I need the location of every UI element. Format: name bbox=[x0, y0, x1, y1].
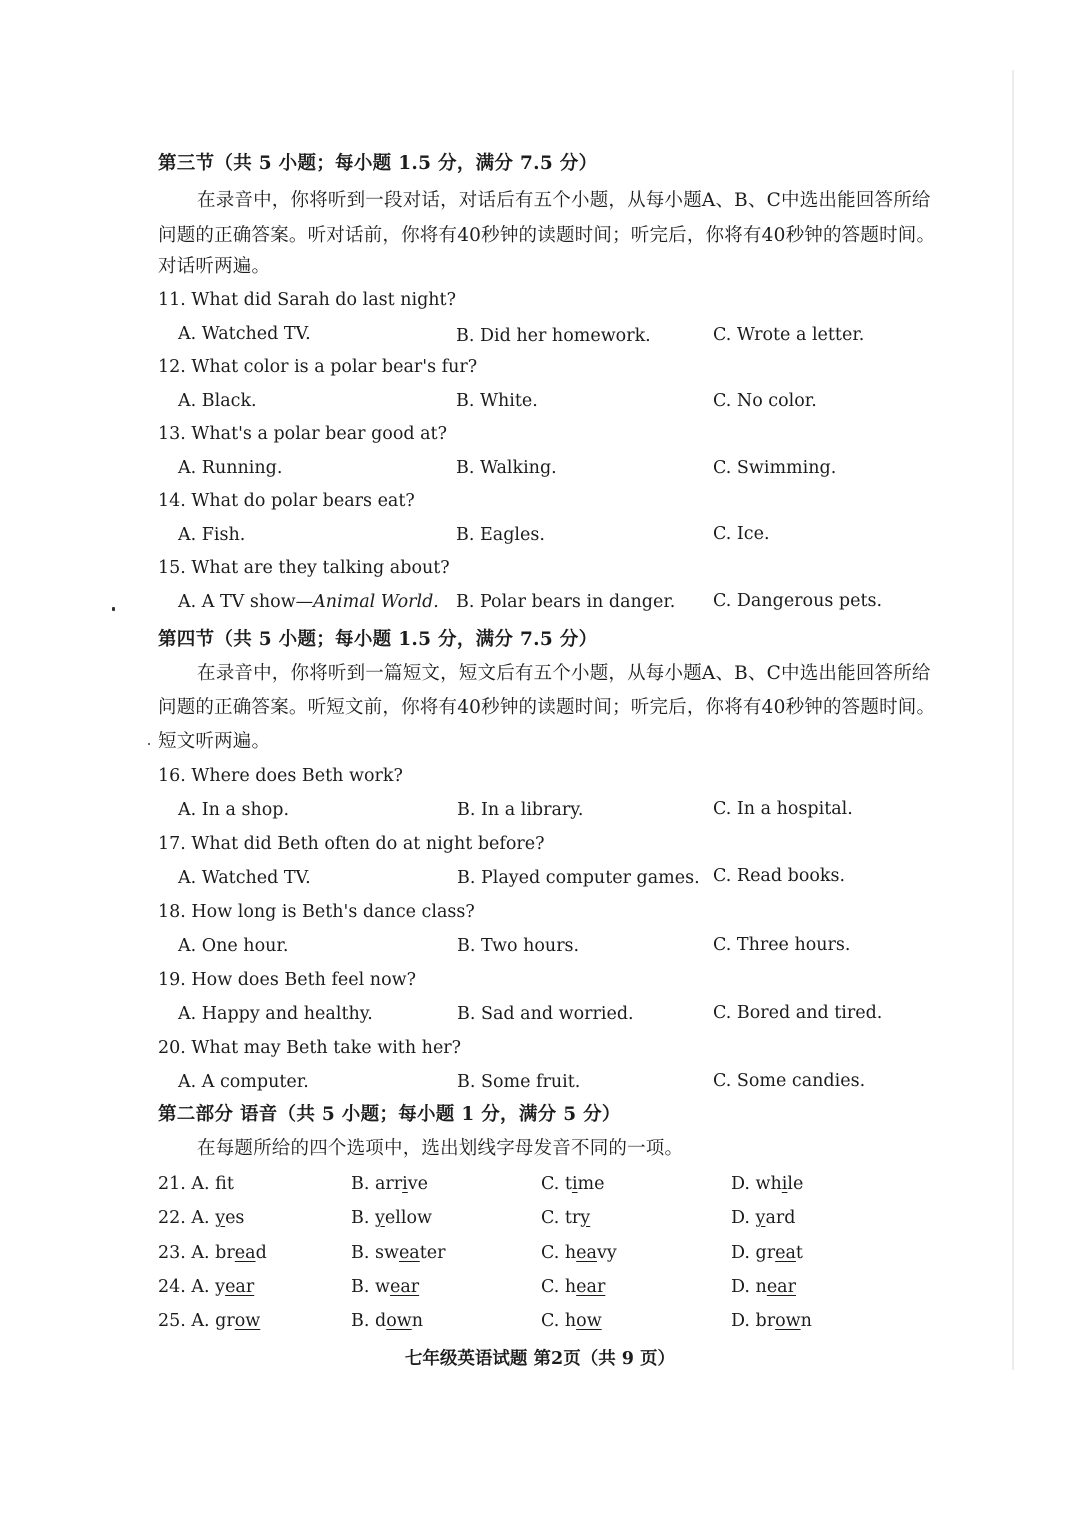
question-11: 11. What did Sarah do last night? bbox=[158, 290, 456, 310]
word-prefix: C. h bbox=[541, 1277, 577, 1297]
pronunciation-item-24-option-b bbox=[351, 1275, 419, 1299]
underlined-letters: i bbox=[781, 1174, 788, 1194]
underlined-letters: y bbox=[580, 1208, 591, 1228]
word-prefix: B. arr bbox=[351, 1174, 403, 1194]
q20-option-b: B. Some fruit. bbox=[457, 1072, 581, 1092]
pronunciation-item-25-option-c bbox=[541, 1309, 602, 1333]
pronunciation-item-23-option-a bbox=[158, 1241, 267, 1265]
word-prefix: A. gr bbox=[191, 1311, 235, 1331]
q17-option-a: A. Watched TV. bbox=[178, 868, 311, 888]
word-prefix: B. d bbox=[351, 1311, 387, 1331]
word-suffix: vy bbox=[596, 1243, 617, 1263]
word-suffix: d bbox=[255, 1243, 267, 1263]
pronunciation-item-23-option-c bbox=[541, 1241, 617, 1265]
q19-option-c: C. Bored and tired. bbox=[713, 1003, 883, 1023]
q20-option-a: A. A computer. bbox=[178, 1072, 309, 1092]
q17-option-b: B. Played computer games. bbox=[457, 868, 700, 888]
pronunciation-item-21-option-d bbox=[731, 1172, 803, 1196]
q13-option-c: C. Swimming. bbox=[713, 458, 837, 478]
word-suffix: n bbox=[800, 1311, 812, 1331]
word-suffix: ard bbox=[765, 1208, 796, 1228]
pronunciation-item-24-option-c bbox=[541, 1275, 605, 1299]
q19-option-a: A. Happy and healthy. bbox=[178, 1004, 373, 1024]
page-footer: 七年级英语试题 第2页（共 9 页） bbox=[404, 1349, 676, 1369]
underlined-letters: i bbox=[402, 1174, 408, 1194]
word-prefix: A. br bbox=[191, 1243, 235, 1263]
pronunciation-item-22-option-b bbox=[351, 1206, 432, 1230]
q19-option-b: B. Sad and worried. bbox=[457, 1004, 634, 1024]
word-prefix: C. h bbox=[541, 1311, 577, 1331]
underlined-letters: y bbox=[755, 1208, 766, 1228]
q14-option-b: B. Eagles. bbox=[456, 525, 545, 545]
word-prefix: A. f bbox=[191, 1174, 227, 1194]
question-13: 13. What's a polar bear good at? bbox=[158, 424, 447, 444]
pronunciation-item-25-option-a bbox=[158, 1309, 260, 1333]
underlined-letters: ear bbox=[766, 1277, 796, 1297]
word-prefix: A. y bbox=[191, 1277, 226, 1297]
word-suffix: ellow bbox=[384, 1208, 432, 1228]
word-prefix: C. h bbox=[541, 1243, 577, 1263]
q15-option-c: C. Dangerous pets. bbox=[713, 591, 883, 611]
pronunciation-item-number: 23. bbox=[158, 1243, 186, 1263]
section4-instruction-line: 在录音中，你将听到一篇短文，短文后有五个小题，从每小题A、B、C中选出能回答所给 bbox=[197, 663, 931, 684]
q15-option-a-prefix: A. A TV show— bbox=[178, 592, 314, 612]
word-prefix: D. n bbox=[731, 1277, 767, 1297]
pronunciation-item-number: 22. bbox=[158, 1208, 186, 1228]
question-14: 14. What do polar bears eat? bbox=[158, 491, 415, 511]
q11-option-a: A. Watched TV. bbox=[178, 324, 311, 344]
word-prefix: D. gr bbox=[731, 1243, 776, 1263]
q13-option-b: B. Walking. bbox=[456, 458, 557, 478]
word-suffix: me bbox=[577, 1174, 605, 1194]
q16-option-b: B. In a library. bbox=[457, 800, 584, 820]
pronunciation-item-number: 25. bbox=[158, 1311, 186, 1331]
pronunciation-item-25-option-d bbox=[731, 1309, 812, 1333]
q13-option-a: A. Running. bbox=[178, 458, 283, 478]
q15-option-a-title: Animal World. bbox=[313, 592, 439, 612]
q12-option-a: A. Black. bbox=[178, 391, 257, 411]
word-prefix: C. t bbox=[541, 1174, 572, 1194]
question-12: 12. What color is a polar bear's fur? bbox=[158, 357, 478, 377]
section3-instruction-line: 在录音中，你将听到一段对话，对话后有五个小题，从每小题A、B、C中选出能回答所给 bbox=[197, 190, 931, 211]
q18-option-b: B. Two hours. bbox=[457, 936, 580, 956]
pronunciation-item-25-option-b bbox=[351, 1309, 423, 1333]
question-15: 15. What are they talking about? bbox=[158, 558, 450, 578]
underlined-letters: y bbox=[215, 1208, 226, 1228]
word-suffix: es bbox=[225, 1208, 245, 1228]
pronunciation-item-22-option-a bbox=[158, 1206, 244, 1230]
word-suffix: t bbox=[795, 1243, 803, 1263]
section3-instruction-line: 对话听两遍。 bbox=[158, 256, 271, 277]
underlined-letters: ow bbox=[576, 1311, 602, 1331]
q16-option-a: A. In a shop. bbox=[178, 800, 290, 820]
scan-speck bbox=[112, 607, 115, 611]
q18-option-c: C. Three hours. bbox=[713, 935, 851, 955]
underlined-letters: ea bbox=[234, 1243, 256, 1263]
question-20: 20. What may Beth take with her? bbox=[158, 1038, 462, 1058]
question-17: 17. What did Beth often do at night before? bbox=[158, 834, 545, 854]
q12-option-c: C. No color. bbox=[713, 391, 817, 411]
q17-option-c: C. Read books. bbox=[713, 866, 846, 886]
part2-instruction: 在每题所给的四个选项中，选出划线字母发音不同的一项。 bbox=[197, 1138, 684, 1159]
q11-option-b: B. Did her homework. bbox=[456, 326, 651, 346]
q12-option-b: B. White. bbox=[456, 391, 538, 411]
underlined-letters: ow bbox=[775, 1311, 801, 1331]
pronunciation-item-number: 24. bbox=[158, 1277, 186, 1297]
word-suffix: n bbox=[411, 1311, 423, 1331]
word-prefix: C. tr bbox=[541, 1208, 581, 1228]
question-16: 16. Where does Beth work? bbox=[158, 766, 403, 786]
pronunciation-item-21-option-c bbox=[541, 1172, 605, 1196]
word-prefix: D. wh bbox=[731, 1174, 782, 1194]
underlined-letters: ow bbox=[386, 1311, 412, 1331]
section3-instruction-line: 问题的正确答案。听对话前，你将有40秒钟的读题时间；听完后，你将有40秒钟的答题时间。 bbox=[158, 225, 936, 246]
underlined-letters: ow bbox=[234, 1311, 261, 1331]
underlined-letters: ea bbox=[576, 1243, 597, 1263]
q16-option-c: C. In a hospital. bbox=[713, 799, 853, 819]
underlined-letters: ear bbox=[389, 1277, 420, 1297]
pronunciation-item-22-option-c bbox=[541, 1206, 590, 1230]
pronunciation-item-21-option-b bbox=[351, 1172, 428, 1196]
underlined-letters: ea bbox=[775, 1243, 796, 1263]
word-prefix: D. bbox=[731, 1208, 756, 1228]
word-suffix: le bbox=[787, 1174, 804, 1194]
part2-heading: 第二部分 语音（共 5 小题；每小题 1 分，满分 5 分） bbox=[158, 1104, 621, 1125]
question-19: 19. How does Beth feel now? bbox=[158, 970, 416, 990]
q15-option-a bbox=[178, 590, 439, 614]
pronunciation-item-24-option-d bbox=[731, 1275, 796, 1299]
underlined-letters: ear bbox=[576, 1277, 606, 1297]
pronunciation-item-22-option-d bbox=[731, 1206, 795, 1230]
pronunciation-item-number: 21. bbox=[158, 1174, 186, 1194]
section3-heading: 第三节（共 5 小题；每小题 1.5 分，满分 7.5 分） bbox=[158, 153, 598, 174]
question-18: 18. How long is Beth's dance class? bbox=[158, 902, 475, 922]
section4-heading: 第四节（共 5 小题；每小题 1.5 分，满分 7.5 分） bbox=[158, 629, 598, 650]
section4-instruction-line: 问题的正确答案。听短文前，你将有40秒钟的读题时间；听完后，你将有40秒钟的答题时间。 bbox=[158, 697, 936, 718]
word-prefix: B. bbox=[351, 1208, 375, 1228]
pronunciation-item-24-option-a bbox=[158, 1275, 254, 1299]
word-suffix: t bbox=[226, 1174, 234, 1194]
scan-speck bbox=[148, 743, 150, 745]
word-suffix: ve bbox=[407, 1174, 429, 1194]
word-prefix: A. bbox=[191, 1208, 216, 1228]
q14-option-c: C. Ice. bbox=[713, 524, 770, 544]
underlined-letters: i bbox=[571, 1174, 578, 1194]
pronunciation-item-23-option-d bbox=[731, 1241, 803, 1265]
q15-option-b: B. Polar bears in danger. bbox=[456, 592, 676, 612]
word-prefix: D. br bbox=[731, 1311, 776, 1331]
page-edge-shadow bbox=[1012, 70, 1014, 1370]
word-prefix: B. w bbox=[351, 1277, 390, 1297]
word-suffix: ter bbox=[419, 1243, 446, 1263]
pronunciation-item-21-option-a bbox=[158, 1172, 234, 1196]
underlined-letters: ear bbox=[225, 1277, 255, 1297]
q14-option-a: A. Fish. bbox=[178, 525, 246, 545]
underlined-letters: y bbox=[375, 1208, 385, 1228]
pronunciation-item-23-option-b bbox=[351, 1241, 446, 1265]
section4-instruction-line: 短文听两遍。 bbox=[158, 731, 271, 752]
q20-option-c: C. Some candies. bbox=[713, 1071, 866, 1091]
underlined-letters: ea bbox=[398, 1243, 420, 1263]
word-prefix: B. sw bbox=[351, 1243, 399, 1263]
q11-option-c: C. Wrote a letter. bbox=[713, 325, 865, 345]
q18-option-a: A. One hour. bbox=[178, 936, 289, 956]
